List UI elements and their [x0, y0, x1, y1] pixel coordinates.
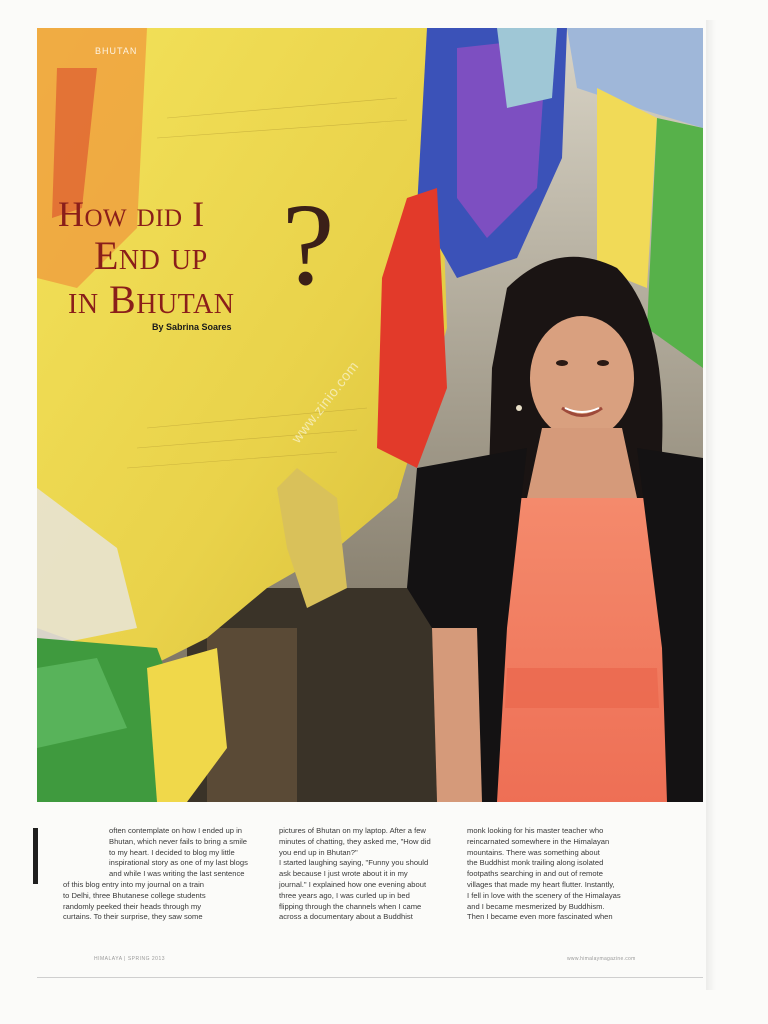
- text-line: randomly peeked their heads through my: [63, 901, 202, 911]
- hero-photo: [37, 28, 703, 802]
- title-line-2: End up: [94, 233, 208, 278]
- text-line: to Delhi, three Bhutanese college students: [63, 890, 206, 900]
- text-line: monk looking for his master teacher who: [467, 826, 604, 835]
- prayer-flags-illustration: [37, 28, 703, 802]
- text-line: ask because I just wrote about it in my: [279, 869, 408, 879]
- text-line: flipping through the channels when I came: [279, 901, 422, 911]
- section-label: BHUTAN: [95, 46, 138, 56]
- text-line: curtains. To their surprise, they saw some: [63, 912, 203, 922]
- text-line: Then I became even more fascinated when: [467, 912, 613, 922]
- text-line: inspirational story as one of my last blogs: [109, 858, 248, 868]
- text-line: journal." I explained how one evening about: [279, 879, 427, 889]
- text-line: to my heart. I decided to blog my little: [109, 847, 235, 857]
- text-line: and while I was writing the last sentence: [109, 869, 245, 879]
- text-line: three years ago, I was curled up in bed: [279, 890, 410, 900]
- text-line: I fell in love with the scenery of the Himalayas: [467, 890, 621, 900]
- text-line: minutes of chatting, they asked me, "How did: [279, 836, 431, 846]
- byline: By Sabrina Soares: [152, 322, 232, 332]
- article-body: [63, 826, 639, 942]
- text-line: the Buddhist monk trailing along isolated: [467, 858, 604, 868]
- text-line: often contemplate on how I ended up in: [109, 826, 242, 835]
- text-line: pictures of Bhutan on my laptop. After a few: [279, 826, 426, 835]
- text-line: you end up in Bhutan?": [279, 847, 358, 857]
- title-question-mark: ?: [282, 179, 335, 310]
- text-line: footpaths searching in and out of remote: [467, 869, 603, 879]
- page-edge-shadow: [706, 20, 716, 990]
- article-column-1: [63, 826, 248, 923]
- text-line: across a documentary about a Buddhist: [279, 912, 413, 922]
- title-line-3: in Bhutan: [68, 277, 235, 322]
- footer-publication: HIMALAYA | SPRING 2013: [94, 956, 166, 962]
- title-line-1: How did I: [58, 194, 205, 234]
- footer-divider: [37, 977, 703, 978]
- text-line: I started laughing saying, "Funny you should: [279, 858, 429, 868]
- text-line: Bhutan, which never fails to bring a smile: [109, 836, 248, 846]
- article-column-3: [467, 826, 647, 923]
- text-line: mountains. There was something about: [467, 847, 600, 857]
- text-line: of this blog entry into my journal on a train: [63, 879, 204, 889]
- footer-website: www.himalaymagazine.com: [567, 956, 636, 962]
- article-column-2: [279, 826, 459, 923]
- text-line: and I became mesmerized by Buddhism.: [467, 901, 605, 911]
- drop-cap-i: [33, 828, 38, 884]
- watermark-text: www.zinio.com: [288, 357, 362, 446]
- text-line: villages that made my heart flutter. Instantly,: [467, 879, 615, 889]
- text-line: reincarnated somewhere in the Himalayan: [467, 836, 610, 846]
